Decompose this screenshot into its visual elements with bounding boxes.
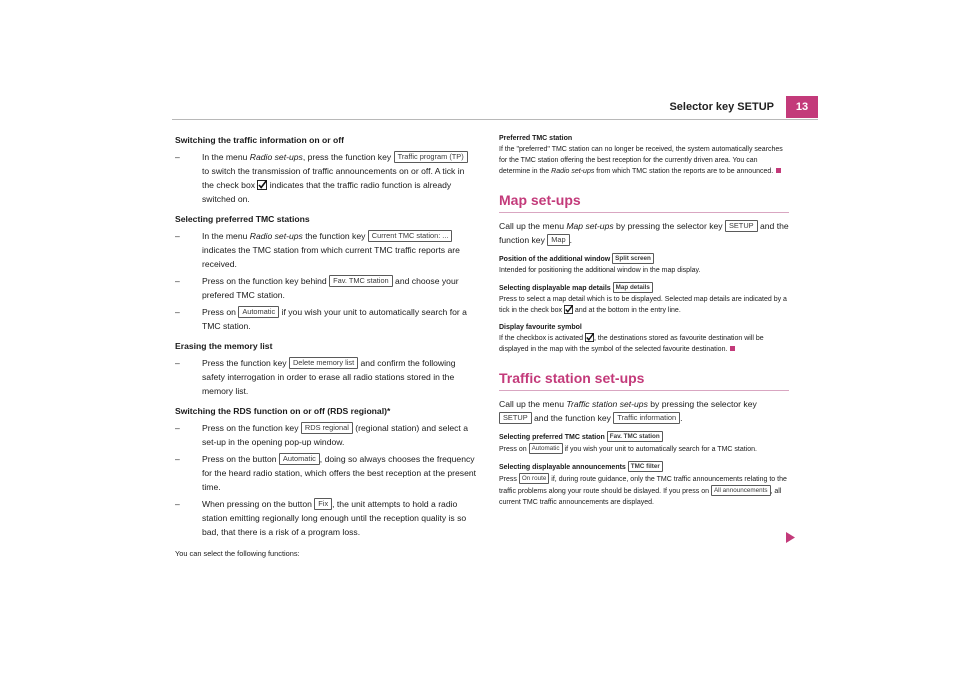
section-heading-rds: Switching the RDS function on or off (RDS regional)* xyxy=(175,406,391,416)
functions-note: You can select the following functions: xyxy=(175,549,300,558)
page-number: 13 xyxy=(786,96,818,118)
key-automatic: Automatic xyxy=(279,453,320,465)
left-column xyxy=(175,133,477,561)
header-rule xyxy=(172,119,818,120)
key-current-tmc-station: Current TMC station: ... xyxy=(368,230,453,242)
key-automatic: Automatic xyxy=(238,306,279,318)
running-header-title: Selector key SETUP xyxy=(669,101,774,113)
key-on-route: On route xyxy=(519,473,550,484)
section-heading-traffic-info: Switching the traffic information on or off xyxy=(175,135,345,145)
paragraph: Press On route if, during route guidance, only the TMC traffic announcements relating to the traffic problems along your route should be dislayed. If you press on All announcements , all current TMC traffic announcements are displayed. xyxy=(499,475,787,506)
key-rds-regional: RDS regional xyxy=(301,422,353,434)
paragraph: Call up the menu Traffic station set-ups by pressing the selector key SETUP and the function key Traffic information . xyxy=(499,399,757,423)
paragraph: Intended for positioning the additional window in the map display. xyxy=(499,267,701,274)
subheading-preferred-tmc: Selecting preferred TMC station Fav. TMC station xyxy=(499,431,789,443)
paragraph: Call up the menu Map set-ups by pressing the selector key SETUP and the function key Map . xyxy=(499,221,789,245)
instruction-step: – Press the function key Delete memory list and confirm the following safety interrogation in order to erase all radio stations stored in the memory list. xyxy=(175,358,456,396)
key-all-announcements: All announcements xyxy=(711,485,771,496)
checkbox-tick-icon xyxy=(257,180,267,190)
key-traffic-program: Traffic program (TP) xyxy=(394,151,468,163)
key-fav-tmc-station: Fav. TMC station xyxy=(329,275,393,287)
instruction-step: – Press on the function key behind Fav. TMC station and choose your prefered TMC station. xyxy=(175,276,459,300)
instruction-step: – When pressing on the button Fix , the unit attempts to hold a radio station emitting regionally long enough until the reception quality is so bad, that there is a risk of a program loss. xyxy=(175,499,467,537)
section-heading-erase-memory: Erasing the memory list xyxy=(175,341,273,351)
key-fix: Fix xyxy=(314,498,332,510)
next-page-arrow-icon[interactable] xyxy=(786,532,795,543)
key-setup: SETUP xyxy=(725,220,758,232)
paragraph: Press on Automatic if you wish your unit to automatically search for a TMC station. xyxy=(499,445,757,453)
key-fav-tmc-station: Fav. TMC station xyxy=(607,431,663,442)
subheading-favourite-symbol: Display favourite symbol xyxy=(499,324,582,331)
instruction-step: – Press on the button Automatic , doing so always chooses the frequency for the heard radio station, which offers the best reception at the present time. xyxy=(175,454,477,492)
instruction-step: – Press on Automatic if you wish your unit to automatically search for a TMC station. xyxy=(175,307,467,331)
paragraph: If the checkbox is activated , the destinations stored as favourite destination will be displayed in the map with the symbol of the selected favourite destination. xyxy=(499,335,764,353)
end-of-section-icon xyxy=(776,168,781,173)
paragraph: Press to select a map detail which is to be displayed. Selected map details are indicated by a tick in the check box and at the bottom in the entry line. xyxy=(499,296,787,314)
right-column xyxy=(499,133,789,508)
section-heading-preferred-tmc: Selecting preferred TMC stations xyxy=(175,214,310,224)
checkbox-tick-icon xyxy=(564,305,573,314)
key-tmc-filter: TMC filter xyxy=(628,461,663,472)
key-map-details: Map details xyxy=(613,282,653,293)
end-of-section-icon xyxy=(730,346,735,351)
subheading-map-details: Selecting displayable map details Map details xyxy=(499,282,789,294)
key-traffic-information: Traffic information xyxy=(613,412,680,424)
key-delete-memory-list: Delete memory list xyxy=(289,357,358,369)
checkbox-tick-icon xyxy=(585,333,594,342)
instruction-step: – In the menu Radio set-ups the function key Current TMC station: ... indicates the TMC station from which current TMC traffic reports are received. xyxy=(175,231,460,269)
section-title-map-setups: Map set-ups xyxy=(499,191,789,213)
section-title-traffic-station-setups: Traffic station set-ups xyxy=(499,369,789,391)
instruction-step: – In the menu Radio set-ups, press the function key Traffic program (TP) to switch the transmission of traffic announcements on or off. A tick in the check box indicates that the traffic radio function is already switched on. xyxy=(175,150,477,206)
key-split-screen: Split screen xyxy=(612,253,654,264)
paragraph: If the "preferred" TMC station can no longer be received, the system automatically searches for the TMC station offering the best reception for the currently driven area. You can determine in the Radio set-ups from which TMC station the reports are to be announced. xyxy=(499,146,783,175)
subheading-preferred-tmc-station: Preferred TMC station xyxy=(499,135,573,142)
instruction-step: – Press on the function key RDS regional (regional station) and select a set-up in the opening pop-up window. xyxy=(175,423,468,447)
key-map: Map xyxy=(547,234,569,246)
subheading-position-additional-window: Position of the additional window Split screen xyxy=(499,253,789,265)
subheading-displayable-announcements: Selecting displayable announcements TMC filter xyxy=(499,461,789,473)
key-automatic: Automatic xyxy=(529,443,563,454)
key-setup: SETUP xyxy=(499,412,532,424)
